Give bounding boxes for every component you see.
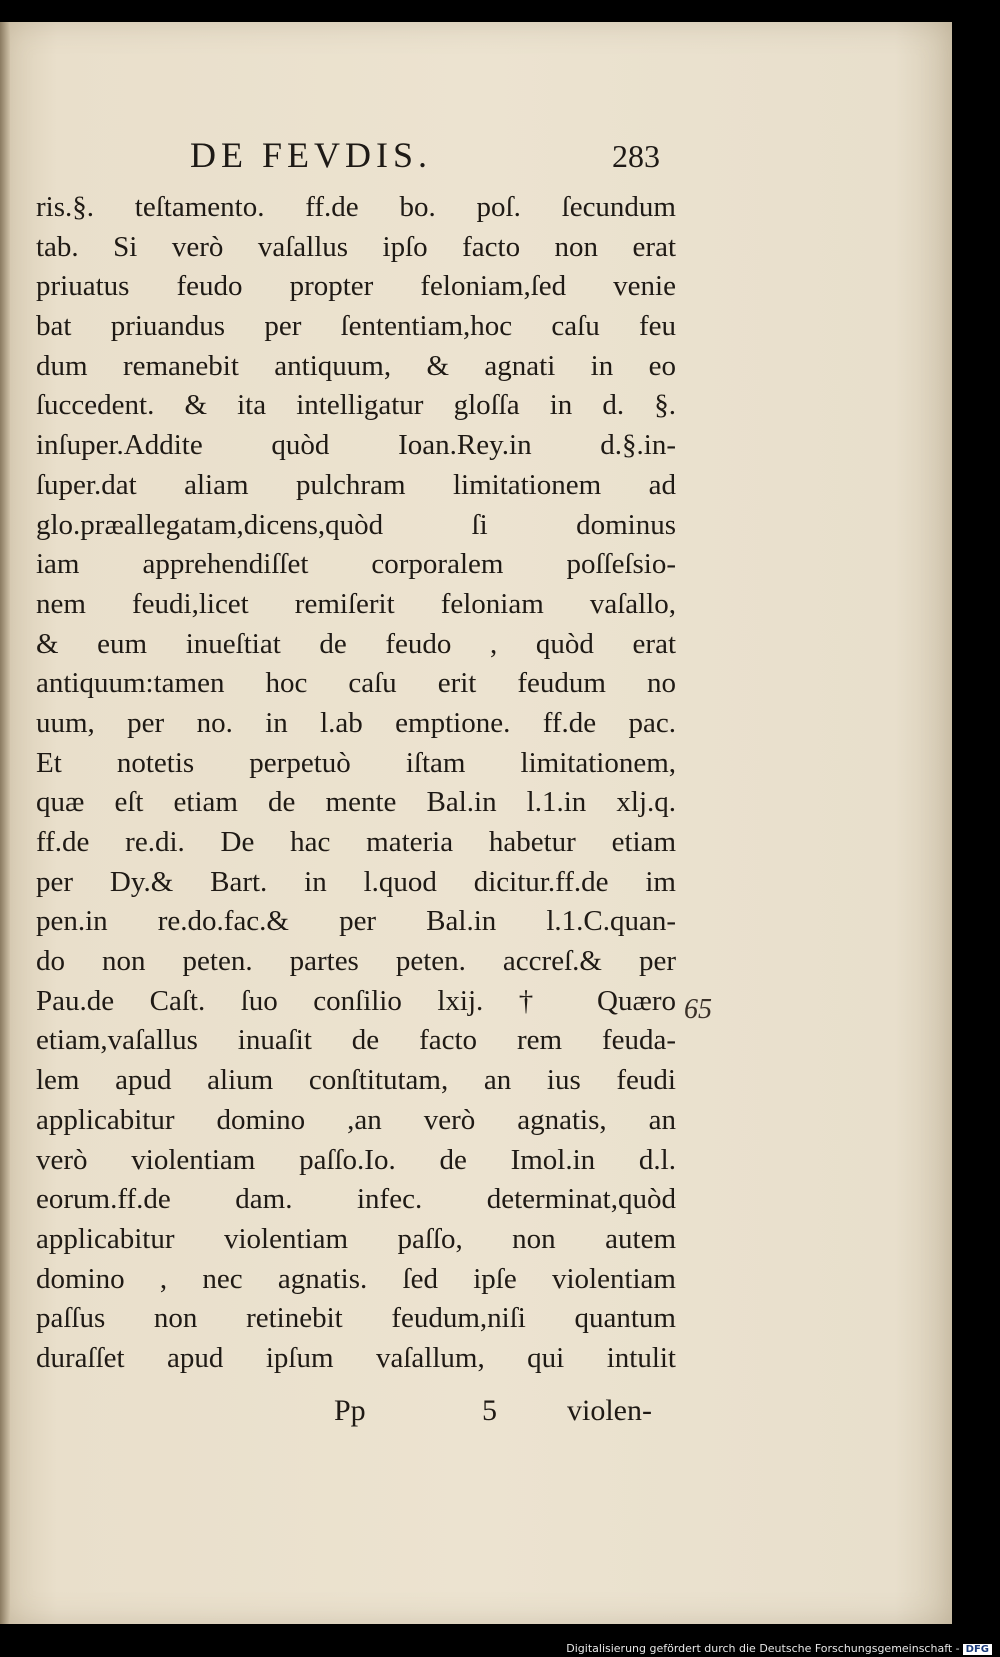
text-line: antiquum:tamen hoc caſu erit feudum no (36, 667, 676, 700)
text-line: paſſus non retinebit feudum,niſi quantum (36, 1302, 676, 1335)
text-line: iam apprehendiſſet corporalem poſſeſsio- (36, 548, 676, 581)
text-line: pen.in re.do.fac.& per Bal.in l.1.C.quan- (36, 905, 676, 938)
text-line: eorum.ff.de dam. infec. determinat,quòd (36, 1183, 676, 1216)
text-line: duraſſet apud ipſum vaſallum, qui intulit (36, 1341, 676, 1374)
text-line: & eum inueſtiat de feudo , quòd erat (36, 627, 676, 660)
signature-mark: Pp (334, 1394, 366, 1427)
text-line: priuatus feudo propter feloniam,ſed venie (36, 270, 676, 303)
dfg-logo: DFG (963, 1644, 992, 1655)
text-line: applicabitur domino ,an verò agnatis, an (36, 1103, 676, 1136)
digitization-credit (566, 1642, 992, 1655)
credit-text: Digitalisierung gefördert durch die Deutsche Forschungsgemeinschaft - (566, 1642, 960, 1655)
text-line: ſuper.dat aliam pulchram limitationem ad (36, 468, 676, 501)
running-title: DE FEVDIS. (190, 135, 433, 175)
text-line: glo.præallegatam,dicens,quòd ſi dominus (36, 508, 676, 541)
text-line: ris.§. teſtamento. ff.de bo. poſ. ſecundum (36, 191, 676, 223)
text-line: Pau.de Caſt. ſuo conſilio lxij. † Quæro (36, 984, 676, 1017)
folio-number: 283 (612, 138, 660, 174)
page-footer (0, 1394, 952, 1440)
text-line: applicabitur violentiam paſſo, non autem (36, 1222, 676, 1255)
catchword: violen- (567, 1394, 652, 1427)
text-line: nem feudi,licet remiſerit feloniam vaſallo, (36, 587, 676, 620)
text-line: dum remanebit antiquum, & agnati in eo (36, 349, 676, 382)
text-line: per Dy.& Bart. in l.quod dicitur.ff.de im (36, 865, 676, 898)
text-line: ff.de re.di. De hac materia habetur etiam (36, 826, 676, 858)
signature-number: 5 (482, 1394, 497, 1427)
marginal-number: 65 (684, 994, 712, 1025)
book-page (0, 22, 952, 1624)
text-line: quæ eſt etiam de mente Bal.in l.1.in xlj.q. (36, 786, 676, 819)
text-line: verò violentiam paſſo.Io. de Imol.in d.l. (36, 1143, 676, 1176)
main-text-block (36, 188, 676, 1379)
text-line: tab. Si verò vaſallus ipſo facto non erat (36, 230, 676, 263)
text-line: uum, per no. in l.ab emptione. ff.de pac. (36, 706, 676, 739)
page-gutter (0, 22, 10, 1624)
text-line: do non peten. partes peten. accreſ.& per (36, 945, 676, 978)
text-line: Et notetis perpetuò iſtam limitationem, (36, 746, 676, 779)
text-line: lem apud alium conſtitutam, an ius feudi (36, 1064, 676, 1097)
page-header (0, 134, 952, 194)
text-line: bat priuandus per ſententiam,hoc caſu feu (36, 310, 676, 343)
text-line: ſuccedent. & ita intelligatur gloſſa in d. §. (36, 389, 676, 422)
text-line: etiam,vaſallus inuaſit de facto rem feuda- (36, 1024, 676, 1057)
text-line: domino , nec agnatis. ſed ipſe violentiam (36, 1262, 676, 1295)
text-line: inſuper.Addite quòd Ioan.Rey.in d.§.in- (36, 429, 676, 462)
